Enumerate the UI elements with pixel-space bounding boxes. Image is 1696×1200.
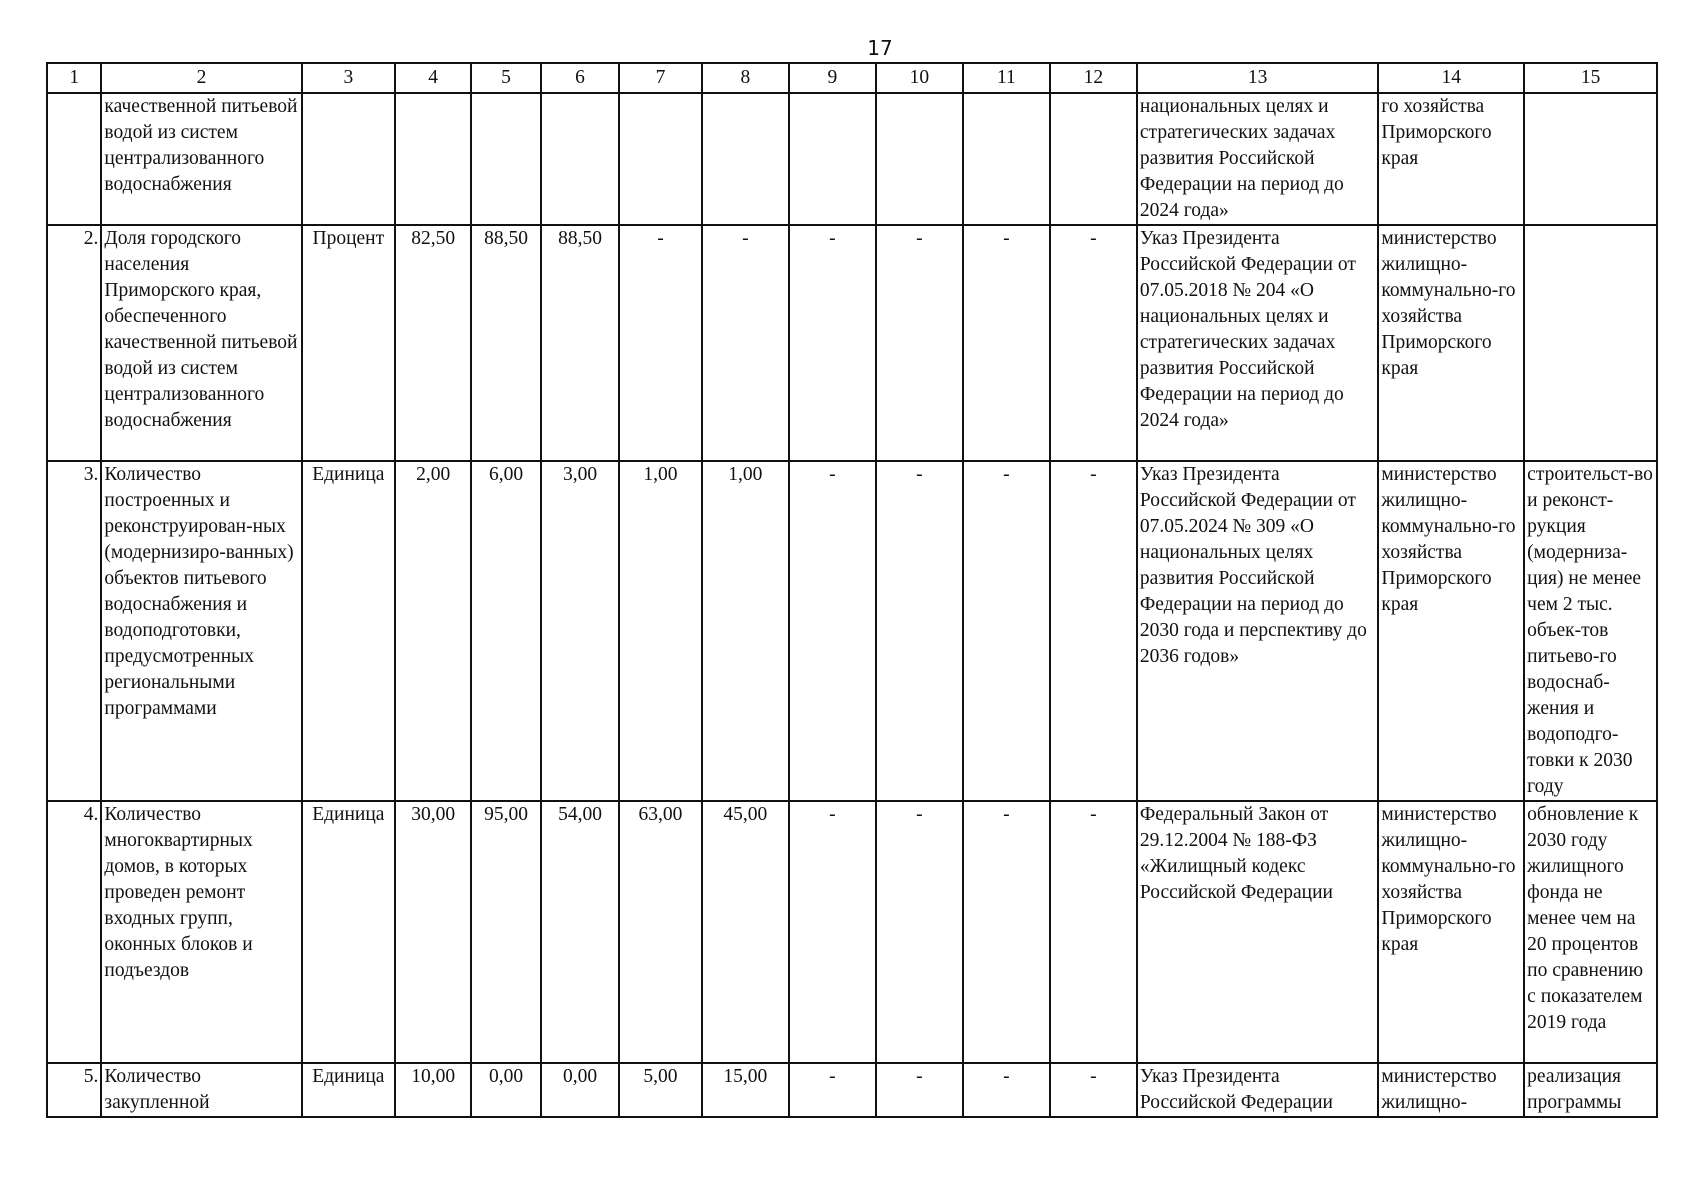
indicator-name: Количество построенных и реконструирован-ных (модернизиро-ванных) объектов питьевого водоснабжения и водоподготовки, предусмотренных региональными программами [101, 461, 301, 801]
value-cell: - [876, 225, 963, 461]
value-cell: 6,00 [471, 461, 541, 801]
value-cell [789, 93, 876, 225]
value-cell: 88,50 [541, 225, 619, 461]
value-cell: - [1050, 801, 1137, 1063]
value-cell: - [1050, 225, 1137, 461]
column-header: 2 [101, 63, 301, 93]
row-number [47, 93, 101, 225]
value-cell: 0,00 [541, 1063, 619, 1117]
column-header: 9 [789, 63, 876, 93]
value-cell [963, 93, 1050, 225]
value-cell: 95,00 [471, 801, 541, 1063]
legal-document: Указ Президента Российской Федерации от 07.05.2024 № 309 «О национальных целях развития Российской Федерации на период до 2030 года и перспективу до 2036 годов» [1137, 461, 1379, 801]
value-cell: 0,00 [471, 1063, 541, 1117]
notes [1524, 225, 1657, 461]
responsible-body: министерство жилищно- [1378, 1063, 1524, 1117]
table-row [47, 225, 1657, 461]
value-cell: 45,00 [702, 801, 789, 1063]
value-cell: - [1050, 461, 1137, 801]
value-cell [702, 93, 789, 225]
responsible-body: министерство жилищно-коммунально-го хозяйства Приморского края [1378, 225, 1524, 461]
value-cell: - [789, 1063, 876, 1117]
notes: строительст-во и реконст-рукция (модерниза-ция) не менее чем 2 тыс. объек-тов питьево-го водоснаб-жения и водоподго-товки к 2030 году [1524, 461, 1657, 801]
indicator-name: Доля городского населения Приморского края, обеспеченного качественной питьевой водой из систем централизованного водоснабжения [101, 225, 301, 461]
value-cell: - [963, 461, 1050, 801]
table-row [47, 461, 1657, 801]
unit: Единица [302, 1063, 396, 1117]
column-header: 1 [47, 63, 101, 93]
legal-document: Указ Президента Российской Федерации [1137, 1063, 1379, 1117]
value-cell [541, 93, 619, 225]
value-cell: 63,00 [619, 801, 702, 1063]
row-number: 2. [47, 225, 101, 461]
unit: Процент [302, 225, 396, 461]
value-cell [395, 93, 471, 225]
value-cell: - [789, 461, 876, 801]
value-cell: 82,50 [395, 225, 471, 461]
column-header: 12 [1050, 63, 1137, 93]
value-cell: - [876, 801, 963, 1063]
column-header: 14 [1378, 63, 1524, 93]
value-cell: - [963, 801, 1050, 1063]
value-cell: 10,00 [395, 1063, 471, 1117]
value-cell: - [876, 1063, 963, 1117]
column-header: 3 [302, 63, 396, 93]
indicator-name: качественной питьевой водой из систем централизованного водоснабжения [101, 93, 301, 225]
unit: Единица [302, 461, 396, 801]
unit [302, 93, 396, 225]
value-cell: - [789, 801, 876, 1063]
value-cell: 54,00 [541, 801, 619, 1063]
row-number: 4. [47, 801, 101, 1063]
column-header: 7 [619, 63, 702, 93]
value-cell: 5,00 [619, 1063, 702, 1117]
value-cell: 15,00 [702, 1063, 789, 1117]
value-cell: 1,00 [702, 461, 789, 801]
indicators-table [46, 62, 1658, 1118]
indicator-name: Количество многоквартирных домов, в которых проведен ремонт входных групп, оконных блоков и подъездов [101, 801, 301, 1063]
notes [1524, 93, 1657, 225]
value-cell: 3,00 [541, 461, 619, 801]
table-row [47, 93, 1657, 225]
column-header: 6 [541, 63, 619, 93]
value-cell: 2,00 [395, 461, 471, 801]
indicator-name: Количество закупленной [101, 1063, 301, 1117]
unit: Единица [302, 801, 396, 1063]
column-header: 5 [471, 63, 541, 93]
page-number: 17 [867, 36, 893, 60]
column-header: 10 [876, 63, 963, 93]
header-row [47, 63, 1657, 93]
responsible-body: министерство жилищно-коммунально-го хозяйства Приморского края [1378, 461, 1524, 801]
row-number: 3. [47, 461, 101, 801]
column-header: 4 [395, 63, 471, 93]
value-cell: 1,00 [619, 461, 702, 801]
value-cell: - [702, 225, 789, 461]
value-cell [619, 93, 702, 225]
value-cell: - [876, 461, 963, 801]
table-row [47, 1063, 1657, 1117]
value-cell [876, 93, 963, 225]
value-cell: - [963, 225, 1050, 461]
notes: реализация программы [1524, 1063, 1657, 1117]
value-cell: 30,00 [395, 801, 471, 1063]
responsible-body: го хозяйства Приморского края [1378, 93, 1524, 225]
value-cell [1050, 93, 1137, 225]
value-cell: - [1050, 1063, 1137, 1117]
legal-document: Федеральный Закон от 29.12.2004 № 188-ФЗ «Жилищный кодекс Российской Федерации [1137, 801, 1379, 1063]
value-cell [471, 93, 541, 225]
column-header: 8 [702, 63, 789, 93]
notes: обновление к 2030 году жилищного фонда не менее чем на 20 процентов по сравнению с показателем 2019 года [1524, 801, 1657, 1063]
row-number: 5. [47, 1063, 101, 1117]
value-cell: - [619, 225, 702, 461]
table-row [47, 801, 1657, 1063]
column-header: 15 [1524, 63, 1657, 93]
value-cell: 88,50 [471, 225, 541, 461]
column-header: 11 [963, 63, 1050, 93]
value-cell: - [789, 225, 876, 461]
legal-document: национальных целях и стратегических задачах развития Российской Федерации на период до 2024 года» [1137, 93, 1379, 225]
legal-document: Указ Президента Российской Федерации от 07.05.2018 № 204 «О национальных целях и стратегических задачах развития Российской Федерации на период до 2024 года» [1137, 225, 1379, 461]
value-cell: - [963, 1063, 1050, 1117]
column-header: 13 [1137, 63, 1379, 93]
responsible-body: министерство жилищно-коммунально-го хозяйства Приморского края [1378, 801, 1524, 1063]
